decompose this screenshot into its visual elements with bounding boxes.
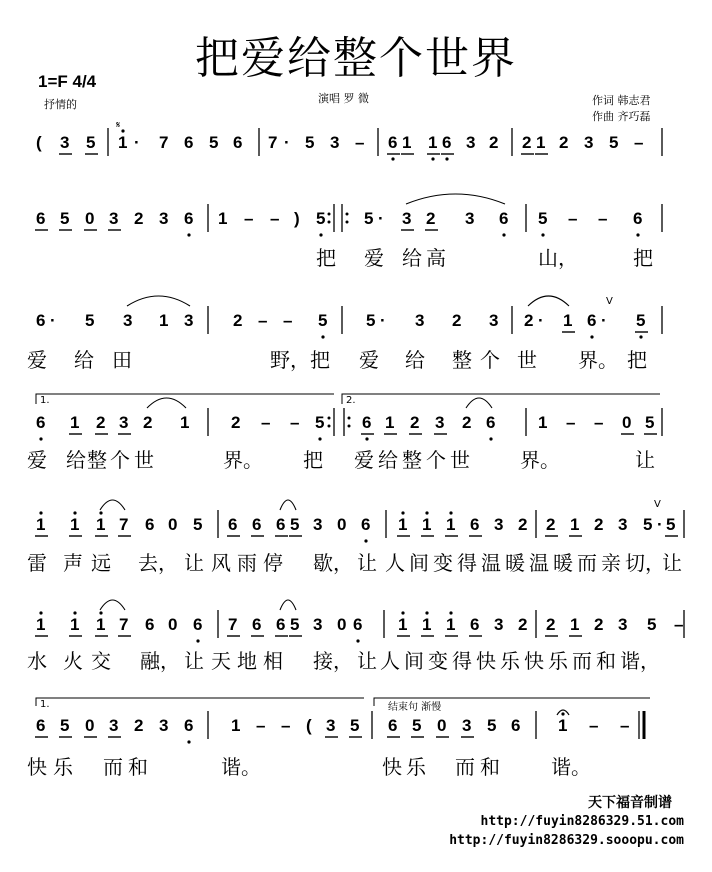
note: – — [566, 413, 576, 432]
note: 6 — [36, 311, 46, 330]
note: 6 — [184, 209, 194, 228]
lyric-char: 暖 — [505, 551, 525, 575]
volta-bracket-last — [36, 698, 364, 706]
note: 3 — [119, 413, 129, 432]
lyric-char: 雨 — [237, 551, 257, 575]
note: 6 — [276, 615, 286, 634]
lyric-char: 停 — [263, 551, 283, 575]
note: 2 — [518, 515, 528, 534]
note: 1 — [70, 413, 80, 432]
note: 1 — [398, 515, 408, 534]
lyric-char: 得 — [452, 649, 472, 673]
note: 3 — [494, 615, 504, 634]
note: 3 — [184, 311, 194, 330]
note: 2 — [233, 311, 243, 330]
lyric-char: 让 — [635, 448, 655, 472]
note: ( — [306, 716, 312, 735]
note: 2 — [518, 615, 528, 634]
lyric-char: 变 — [433, 551, 453, 575]
note: 2 — [489, 133, 499, 152]
singer-credit: 演唱 罗 微 — [318, 92, 369, 105]
note: 1 — [538, 413, 548, 432]
lyric-char: 整 — [87, 448, 107, 472]
lyric-char: 给 — [378, 448, 398, 472]
note: 6 — [193, 615, 203, 634]
lyric-char: 声 — [63, 551, 83, 575]
volta-last-label: 1. — [40, 699, 50, 710]
note: 5 — [85, 311, 95, 330]
note: 1 — [422, 615, 432, 634]
lyric-char: 世 — [450, 448, 470, 472]
note: 2 — [452, 311, 462, 330]
note: · — [657, 515, 663, 534]
note: · — [50, 311, 56, 330]
note: – — [620, 716, 630, 735]
lyric-char: 高 — [426, 246, 446, 270]
lyric-char: 而 — [455, 755, 475, 779]
note: 3 — [489, 311, 499, 330]
note: 0 — [85, 209, 95, 228]
lyric-char: 和 — [596, 649, 616, 673]
note: 6 — [499, 209, 509, 228]
lyric-char: 让 — [357, 551, 377, 575]
note: 1 — [398, 615, 408, 634]
note: 5 — [643, 515, 653, 534]
lyric-char: 让 — [184, 551, 204, 575]
note: 6 — [486, 413, 496, 432]
note: – — [568, 209, 578, 228]
note: 2 — [143, 413, 153, 432]
note: 1 — [96, 615, 106, 634]
note: 2 — [134, 209, 144, 228]
note: 3 — [584, 133, 594, 152]
lyric-char: 乐 — [500, 649, 520, 673]
lyric-char: 相 — [263, 649, 283, 673]
note: 0 — [85, 716, 95, 735]
note: 3 — [466, 133, 476, 152]
note: 3 — [326, 716, 336, 735]
note: 3 — [618, 515, 628, 534]
note: 6 — [587, 311, 597, 330]
breath-mark: V — [654, 499, 661, 510]
note: 1 — [558, 716, 568, 735]
note: – — [261, 413, 271, 432]
note: 6 — [145, 615, 155, 634]
lyric-char: 界。 — [223, 448, 263, 472]
note: 3 — [313, 515, 323, 534]
lyric-char: 爱 — [27, 448, 47, 472]
note: – — [634, 133, 644, 152]
note: · — [284, 133, 290, 152]
note: 0 — [337, 615, 347, 634]
lyric-char: 快 — [27, 755, 47, 779]
note: 6 — [233, 133, 243, 152]
lyric-char: 世 — [134, 448, 154, 472]
note: 5 — [487, 716, 497, 735]
note: 3 — [494, 515, 504, 534]
lyric-char: 给 — [402, 246, 422, 270]
lyric-char: 和 — [128, 755, 148, 779]
note: 3 — [159, 716, 169, 735]
lyric-char: 温 — [529, 551, 549, 575]
note: 1 — [446, 615, 456, 634]
note: 3 — [60, 133, 70, 152]
note: 2 — [594, 515, 604, 534]
lyric-char: 人 — [380, 649, 400, 673]
lyric-char: 个 — [480, 348, 500, 372]
note: 2 — [559, 133, 569, 152]
note: 2 — [96, 413, 106, 432]
note: 3 — [618, 615, 628, 634]
note: 3 — [465, 209, 475, 228]
note: 6 — [470, 515, 480, 534]
note: 2 — [462, 413, 472, 432]
note: – — [290, 413, 300, 432]
note: 2 — [524, 311, 534, 330]
note: 0 — [437, 716, 447, 735]
note: – — [355, 133, 365, 152]
lyric-char: 间 — [404, 649, 424, 673]
note: 6 — [442, 133, 452, 152]
lyric-char: 人 — [385, 551, 405, 575]
lyric-char: 歇， — [313, 551, 353, 575]
note: 3 — [123, 311, 133, 330]
note: 1 — [570, 515, 580, 534]
lyric-char: 整 — [452, 348, 472, 372]
note: 7 — [228, 615, 238, 634]
note: – — [674, 615, 684, 634]
lyric-char: 得 — [457, 551, 477, 575]
lyric-char: 快 — [382, 755, 402, 779]
lyric-char: 给 — [66, 448, 86, 472]
lyric-char: 切， — [625, 551, 665, 575]
note: 1 — [159, 311, 169, 330]
lyric-char: 把 — [316, 246, 336, 270]
lyric-char: 快 — [476, 649, 496, 673]
note: 5 — [538, 209, 548, 228]
note: 5 — [666, 515, 676, 534]
segno-mark: 𝄋 — [116, 120, 121, 131]
note: 1 — [570, 615, 580, 634]
lyric-char: 把 — [310, 348, 330, 372]
note: 1 — [231, 716, 241, 735]
note: – — [589, 716, 599, 735]
lyric-char: 去， — [138, 551, 178, 575]
key-signature: 1=F 4/4 — [38, 72, 97, 91]
note: 5 — [412, 716, 422, 735]
note: 5 — [60, 716, 70, 735]
lyric-char: 乐 — [53, 755, 73, 779]
note: 2 — [410, 413, 420, 432]
lyric-char: 给 — [74, 348, 94, 372]
note: 6 — [353, 615, 363, 634]
note: – — [281, 716, 291, 735]
note: 1 — [563, 311, 573, 330]
note: 1 — [385, 413, 395, 432]
note: ) — [294, 209, 300, 228]
lyric-char: 把 — [633, 246, 653, 270]
note: 7 — [159, 133, 169, 152]
note: – — [283, 311, 293, 330]
lyric-char: 整 — [402, 448, 422, 472]
website-url-2[interactable]: http://fuyin8286329.sooopu.com — [449, 833, 684, 848]
song-title: 把爱给整个世界 — [195, 33, 517, 84]
note: 6 — [184, 716, 194, 735]
lyric-char: 远 — [91, 551, 111, 575]
lyric-char: 让 — [662, 551, 682, 575]
lyric-char: 界。 — [578, 348, 618, 372]
note: 1 — [428, 133, 438, 152]
note: 1 — [36, 515, 46, 534]
lyric-char: 爱 — [354, 448, 374, 472]
note: 1 — [402, 133, 412, 152]
note: 5 — [290, 615, 300, 634]
lyric-char: 谐， — [620, 649, 660, 673]
lyric-char: 谐。 — [221, 755, 261, 779]
lyric-char: 交 — [91, 649, 111, 673]
lyric-char: 风 — [211, 551, 231, 575]
lyric-char: 田 — [112, 348, 132, 372]
lyric-char: 温 — [481, 551, 501, 575]
note: 1 — [36, 615, 46, 634]
note: 2 — [522, 133, 532, 152]
lyric-char: 暖 — [553, 551, 573, 575]
lyric-char: 快 — [524, 649, 544, 673]
volta-bracket-1 — [36, 394, 334, 404]
lyric-char: 山， — [538, 246, 578, 270]
lyric-char: 爱 — [27, 348, 47, 372]
volta-bracket-2 — [342, 394, 660, 404]
note: 3 — [313, 615, 323, 634]
note: 7 — [119, 615, 129, 634]
note: 7 — [119, 515, 129, 534]
note: 6 — [362, 413, 372, 432]
note: 6 — [145, 515, 155, 534]
lyric-char: 让 — [357, 649, 377, 673]
note: 5 — [316, 209, 326, 228]
note: · — [134, 133, 140, 152]
lyric-char: 爱 — [364, 246, 384, 270]
note: 3 — [159, 209, 169, 228]
note: 3 — [462, 716, 472, 735]
note: · — [601, 311, 607, 330]
note: – — [594, 413, 604, 432]
lyric-char: 接， — [313, 649, 353, 673]
note: 0 — [622, 413, 632, 432]
note: 6 — [470, 615, 480, 634]
note: 6 — [388, 716, 398, 735]
note: 3 — [435, 413, 445, 432]
lyric-char: 亲 — [601, 551, 621, 575]
note: 6 — [36, 413, 46, 432]
note: 1 — [422, 515, 432, 534]
note: 6 — [511, 716, 521, 735]
note: · — [380, 311, 386, 330]
note: 6 — [276, 515, 286, 534]
note: 2 — [546, 615, 556, 634]
lyric-char: 和 — [480, 755, 500, 779]
note: 3 — [109, 209, 119, 228]
note: 5 — [60, 209, 70, 228]
note: · — [538, 311, 544, 330]
note: 6 — [228, 515, 238, 534]
lyric-char: 天 — [211, 649, 231, 673]
lyric-char: 而 — [577, 551, 597, 575]
lyric-char: 地 — [237, 649, 257, 673]
lyric-char: 乐 — [548, 649, 568, 673]
note: 6 — [184, 133, 194, 152]
note: 5 — [645, 413, 655, 432]
note: 3 — [330, 133, 340, 152]
lyric-char: 界。 — [520, 448, 560, 472]
note: – — [256, 716, 266, 735]
lyric-char: 火 — [63, 649, 83, 673]
note: 1 — [180, 413, 190, 432]
note: 6 — [36, 209, 46, 228]
note: 5 — [609, 133, 619, 152]
note: 1 — [70, 615, 80, 634]
volta-1-label: 1. — [40, 395, 50, 406]
volta-2-label: 2. — [346, 395, 356, 406]
note: 1 — [70, 515, 80, 534]
lyric-char: 水 — [27, 649, 47, 673]
lyric-char: 个 — [426, 448, 446, 472]
website-url-1[interactable]: http://fuyin8286329.51.com — [480, 814, 684, 829]
note: 6 — [252, 615, 262, 634]
note: 2 — [231, 413, 241, 432]
note: 3 — [402, 209, 412, 228]
note: 6 — [252, 515, 262, 534]
lyric-char: 野， — [270, 348, 310, 372]
lyricist-credit: 作词 韩志君 — [592, 94, 651, 107]
note: 5 — [364, 209, 374, 228]
note: 5 — [647, 615, 657, 634]
note: 5 — [209, 133, 219, 152]
note: 2 — [594, 615, 604, 634]
lyric-char: 而 — [572, 649, 592, 673]
note: 5 — [305, 133, 315, 152]
score-maker: 天下福音制谱 — [588, 795, 672, 811]
lyric-char: 雷 — [27, 551, 47, 575]
lyric-char: 融， — [140, 649, 180, 673]
note: 7 — [268, 133, 278, 152]
lyric-char: 间 — [409, 551, 429, 575]
note: · — [378, 209, 384, 228]
note: 0 — [337, 515, 347, 534]
note: 1 — [536, 133, 546, 152]
note: – — [598, 209, 608, 228]
lyric-char: 爱 — [359, 348, 379, 372]
note: 6 — [633, 209, 643, 228]
note: ( — [36, 133, 42, 152]
note: – — [258, 311, 268, 330]
note: 6 — [36, 716, 46, 735]
note: 0 — [168, 615, 178, 634]
composer-credit: 作曲 齐巧磊 — [592, 110, 651, 123]
note: 5 — [318, 311, 328, 330]
lyric-char: 世 — [517, 348, 537, 372]
lyric-char: 个 — [110, 448, 130, 472]
note: 2 — [546, 515, 556, 534]
lyric-char: 把 — [303, 448, 323, 472]
note: 6 — [388, 133, 398, 152]
lyric-char: 变 — [428, 649, 448, 673]
note: 1 — [118, 133, 128, 152]
note: – — [244, 209, 254, 228]
note: 5 — [193, 515, 203, 534]
note: 0 — [168, 515, 178, 534]
note: 5 — [350, 716, 360, 735]
lyric-char: 把 — [627, 348, 647, 372]
note: 1 — [446, 515, 456, 534]
tempo-mood: 抒情的 — [44, 98, 77, 111]
note: 5 — [86, 133, 96, 152]
note: 5 — [366, 311, 376, 330]
note: 5 — [290, 515, 300, 534]
note: 5 — [636, 311, 646, 330]
lyric-char: 给 — [405, 348, 425, 372]
lyric-char: 让 — [184, 649, 204, 673]
note: 3 — [415, 311, 425, 330]
ending-label: 结束句 渐慢 — [388, 702, 442, 713]
note: – — [270, 209, 280, 228]
note: 1 — [218, 209, 228, 228]
lyric-char: 乐 — [406, 755, 426, 779]
lyric-char: 谐。 — [551, 755, 591, 779]
note: 2 — [426, 209, 436, 228]
note: 3 — [109, 716, 119, 735]
lyric-char: 而 — [103, 755, 123, 779]
note: 6 — [361, 515, 371, 534]
breath-mark: V — [606, 296, 613, 307]
note: 5 — [315, 413, 325, 432]
note: 1 — [96, 515, 106, 534]
note: 2 — [134, 716, 144, 735]
